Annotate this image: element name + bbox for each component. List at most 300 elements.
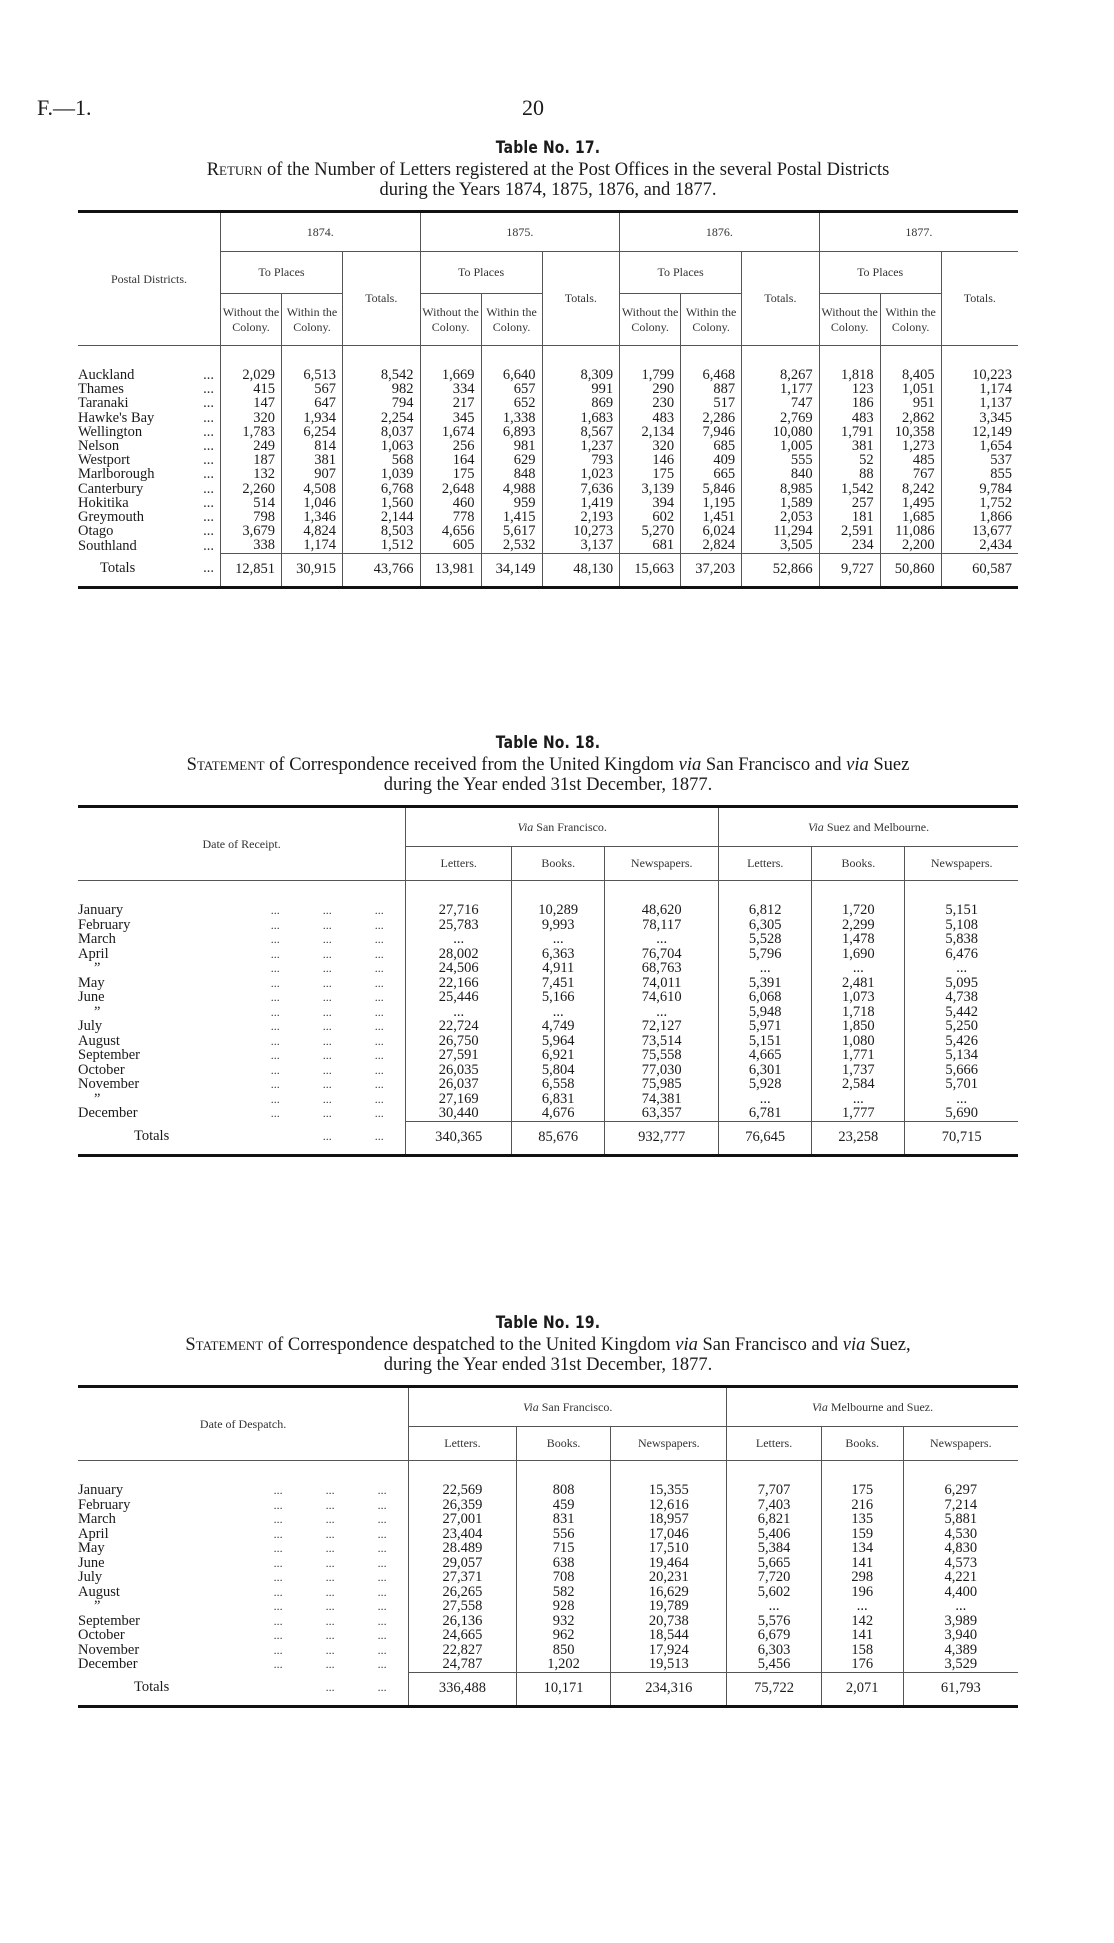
value-cell: 4,824 bbox=[282, 524, 343, 538]
caption-via: via bbox=[846, 755, 869, 775]
leader-dots: ... bbox=[377, 1628, 387, 1642]
value-cell: 132 bbox=[221, 467, 282, 481]
table-row bbox=[78, 368, 1018, 382]
value-cell: 48,620 bbox=[605, 903, 719, 918]
value-cell: 257 bbox=[819, 496, 880, 510]
district-label: Canterbury bbox=[78, 480, 144, 497]
date-label: August bbox=[78, 1583, 120, 1600]
value-cell: 4,530 bbox=[903, 1527, 1018, 1542]
value-cell: 2,299 bbox=[812, 918, 905, 933]
leader-dots: ... bbox=[203, 452, 214, 469]
leader-dots: ... bbox=[273, 1642, 283, 1657]
totals-text: Totals bbox=[100, 560, 136, 577]
leader-dots: ... bbox=[203, 537, 214, 554]
value-cell: 290 bbox=[620, 382, 681, 396]
page-reference: F.—1. bbox=[37, 95, 92, 120]
total-cell: 85,676 bbox=[512, 1121, 605, 1156]
value-cell: 8,309 bbox=[542, 368, 620, 382]
total-cell: 61,793 bbox=[903, 1672, 1018, 1707]
value-cell: 5,796 bbox=[719, 947, 812, 962]
total-cell: 23,258 bbox=[812, 1121, 905, 1156]
to-places-header: To Places bbox=[221, 252, 343, 294]
value-cell: 381 bbox=[282, 453, 343, 467]
spacer-cell bbox=[605, 881, 719, 904]
leader-dots: ... bbox=[374, 1048, 384, 1062]
value-cell: 74,011 bbox=[605, 976, 719, 991]
value-cell: 555 bbox=[742, 453, 820, 467]
value-cell: 808 bbox=[516, 1483, 611, 1498]
table-row bbox=[78, 482, 1018, 496]
column-header: Books. bbox=[821, 1427, 903, 1461]
date-label: May bbox=[78, 1540, 105, 1556]
leader-dots: ... bbox=[325, 1584, 335, 1599]
value-cell: ... bbox=[903, 1599, 1018, 1614]
value-cell: 6,812 bbox=[719, 903, 812, 918]
value-cell: 1,073 bbox=[812, 990, 905, 1005]
value-cell: ... bbox=[512, 932, 605, 947]
value-cell: 652 bbox=[481, 396, 542, 410]
value-cell: 27,591 bbox=[406, 1048, 512, 1063]
date-label: December bbox=[78, 1105, 138, 1122]
totals-header: Totals. bbox=[343, 252, 421, 346]
spacer-cell bbox=[78, 881, 406, 904]
leader-dots: ... bbox=[270, 1033, 280, 1048]
leader-dots: ... bbox=[374, 1129, 384, 1144]
date-label: September bbox=[78, 1612, 141, 1629]
value-cell: 11,294 bbox=[742, 524, 820, 538]
value-cell: 747 bbox=[742, 396, 820, 410]
value-cell: 794 bbox=[343, 396, 421, 410]
value-cell: ... bbox=[812, 961, 905, 976]
spacer-cell bbox=[542, 346, 620, 369]
value-cell: 7,946 bbox=[681, 425, 742, 439]
spacer-cell bbox=[719, 881, 812, 904]
table-row bbox=[78, 961, 1018, 976]
total-cell: 60,587 bbox=[941, 553, 1018, 587]
district-label: Taranaki bbox=[78, 395, 129, 412]
spacer-cell bbox=[681, 346, 742, 369]
value-cell: 256 bbox=[420, 439, 481, 453]
value-cell: 1,137 bbox=[941, 396, 1018, 410]
leader-dots: ... bbox=[325, 1497, 335, 1512]
district-label: Otago bbox=[78, 523, 114, 540]
leader-dots: ... bbox=[273, 1512, 283, 1526]
value-cell: 6,513 bbox=[282, 368, 343, 382]
column-header: Books. bbox=[812, 847, 905, 881]
date-label: October bbox=[78, 1627, 125, 1643]
value-cell: 158 bbox=[821, 1643, 903, 1658]
value-cell: 5,665 bbox=[727, 1556, 822, 1571]
table-row bbox=[78, 1048, 1018, 1063]
column-header: Newspapers. bbox=[905, 847, 1018, 881]
value-cell: 5,971 bbox=[719, 1019, 812, 1034]
leader-dots: ... bbox=[322, 1048, 332, 1062]
value-cell: 814 bbox=[282, 439, 343, 453]
value-cell: 869 bbox=[542, 396, 620, 410]
leader-dots: ... bbox=[374, 975, 384, 990]
value-cell: 5,108 bbox=[905, 918, 1018, 933]
table-row bbox=[78, 1063, 1018, 1078]
leader-dots: ... bbox=[273, 1599, 283, 1613]
spacer-cell bbox=[409, 1461, 517, 1484]
date-header: Date of Despatch. bbox=[78, 1387, 409, 1461]
value-cell: 22,569 bbox=[409, 1483, 517, 1498]
value-cell: 134 bbox=[821, 1541, 903, 1556]
to-places-header: To Places bbox=[420, 252, 542, 294]
route-name: San Francisco. bbox=[536, 819, 607, 834]
leader-dots: ... bbox=[322, 932, 332, 946]
value-cell: 3,345 bbox=[941, 411, 1018, 425]
leader-dots: ... bbox=[325, 1541, 335, 1555]
value-cell: 176 bbox=[821, 1657, 903, 1672]
value-cell: 7,403 bbox=[727, 1498, 822, 1513]
leader-dots: ... bbox=[322, 1004, 332, 1019]
year-header: 1874. bbox=[221, 212, 421, 252]
leader-dots: ... bbox=[374, 990, 384, 1004]
leader-dots: ... bbox=[377, 1541, 387, 1555]
leader-dots: ... bbox=[377, 1512, 387, 1526]
value-cell: 141 bbox=[821, 1628, 903, 1643]
value-cell: 2,260 bbox=[221, 482, 282, 496]
total-cell: 340,365 bbox=[406, 1121, 512, 1156]
table-row bbox=[78, 1614, 1018, 1629]
leader-dots: ... bbox=[273, 1497, 283, 1512]
total-cell: 52,866 bbox=[742, 553, 820, 587]
caption-text: Suez bbox=[868, 755, 910, 775]
value-cell: 647 bbox=[282, 396, 343, 410]
via-label: Via bbox=[522, 1399, 539, 1414]
value-cell: 19,513 bbox=[611, 1657, 727, 1672]
value-cell: 18,544 bbox=[611, 1628, 727, 1643]
table-row bbox=[78, 411, 1018, 425]
value-cell: 29,057 bbox=[409, 1556, 517, 1571]
value-cell: 26,136 bbox=[409, 1614, 517, 1629]
spacer-cell bbox=[620, 346, 681, 369]
value-cell: 394 bbox=[620, 496, 681, 510]
value-cell: 5,166 bbox=[512, 990, 605, 1005]
value-cell: 1,674 bbox=[420, 425, 481, 439]
table-row bbox=[78, 396, 1018, 410]
value-cell: 187 bbox=[221, 453, 282, 467]
value-cell: 4,830 bbox=[903, 1541, 1018, 1556]
total-cell: 9,727 bbox=[819, 553, 880, 587]
leader-dots: ... bbox=[374, 932, 384, 946]
table-row bbox=[78, 1005, 1018, 1020]
value-cell: 793 bbox=[542, 453, 620, 467]
totals-header: Totals. bbox=[941, 252, 1018, 346]
total-cell: 30,915 bbox=[282, 553, 343, 587]
value-cell: 159 bbox=[821, 1527, 903, 1542]
table-19-section bbox=[78, 1313, 1018, 1708]
leader-dots: ... bbox=[273, 1541, 283, 1555]
value-cell: 6,297 bbox=[903, 1483, 1018, 1498]
total-cell: 336,488 bbox=[409, 1672, 517, 1707]
value-cell: 27,371 bbox=[409, 1570, 517, 1585]
value-cell: 2,862 bbox=[880, 411, 941, 425]
leader-dots: ... bbox=[377, 1599, 387, 1613]
value-cell: 9,993 bbox=[512, 918, 605, 933]
value-cell: 7,214 bbox=[903, 1498, 1018, 1513]
leader-dots: ... bbox=[325, 1555, 335, 1570]
value-cell: 25,446 bbox=[406, 990, 512, 1005]
header-row bbox=[78, 1387, 1018, 1427]
value-cell: 2,286 bbox=[681, 411, 742, 425]
value-cell: 8,542 bbox=[343, 368, 421, 382]
value-cell: 1,023 bbox=[542, 467, 620, 481]
leader-dots: ... bbox=[270, 1077, 280, 1091]
value-cell: 13,677 bbox=[941, 524, 1018, 538]
leader-dots: ... bbox=[270, 961, 280, 975]
caption-text: of the Number of Letters registered at the Post Offices in the several Postal Districts bbox=[262, 160, 890, 180]
value-cell: 582 bbox=[516, 1585, 611, 1600]
value-cell: 8,985 bbox=[742, 482, 820, 496]
value-cell: 2,193 bbox=[542, 510, 620, 524]
value-cell: 2,029 bbox=[221, 368, 282, 382]
totals-header: Totals. bbox=[742, 252, 820, 346]
value-cell: 27,716 bbox=[406, 903, 512, 918]
value-cell: 6,301 bbox=[719, 1063, 812, 1078]
value-cell: 567 bbox=[282, 382, 343, 396]
value-cell: 3,679 bbox=[221, 524, 282, 538]
leader-dots: ... bbox=[377, 1555, 387, 1570]
district-name bbox=[78, 411, 221, 425]
table-row bbox=[78, 425, 1018, 439]
value-cell: 5,602 bbox=[727, 1585, 822, 1600]
total-cell: 50,860 bbox=[880, 553, 941, 587]
district-name bbox=[78, 382, 221, 396]
date-label: March bbox=[78, 1511, 116, 1527]
table-row bbox=[78, 538, 1018, 553]
table-row bbox=[78, 1092, 1018, 1107]
value-cell: 5,095 bbox=[905, 976, 1018, 991]
value-cell: 75,985 bbox=[605, 1077, 719, 1092]
leader-dots: ... bbox=[322, 975, 332, 990]
leader-dots: ... bbox=[322, 1077, 332, 1091]
spacer-cell bbox=[512, 881, 605, 904]
value-cell: 5,666 bbox=[905, 1063, 1018, 1078]
value-cell: 932 bbox=[516, 1614, 611, 1629]
value-cell: 1,669 bbox=[420, 368, 481, 382]
value-cell: 568 bbox=[343, 453, 421, 467]
value-cell: 483 bbox=[620, 411, 681, 425]
value-cell: 19,789 bbox=[611, 1599, 727, 1614]
caption-lead: Statement bbox=[186, 755, 265, 775]
value-cell: 26,359 bbox=[409, 1498, 517, 1513]
leader-dots: ... bbox=[325, 1642, 335, 1657]
leader-dots: ... bbox=[374, 1106, 384, 1121]
route-name: San Francisco. bbox=[541, 1399, 613, 1414]
total-cell: 70,715 bbox=[905, 1121, 1018, 1156]
leader-dots: ... bbox=[322, 1091, 332, 1106]
value-cell: 7,720 bbox=[727, 1570, 822, 1585]
value-cell: 381 bbox=[819, 439, 880, 453]
value-cell: 6,468 bbox=[681, 368, 742, 382]
table-18-title: Table No. 18. bbox=[495, 733, 601, 753]
value-cell: 840 bbox=[742, 467, 820, 481]
column-header: Newspapers. bbox=[611, 1427, 727, 1461]
value-cell: 175 bbox=[821, 1483, 903, 1498]
leader-dots: ... bbox=[203, 395, 214, 412]
value-cell: ... bbox=[812, 1092, 905, 1107]
value-cell: 1,783 bbox=[221, 425, 282, 439]
value-cell: 25,783 bbox=[406, 918, 512, 933]
value-cell: 72,127 bbox=[605, 1019, 719, 1034]
value-cell: 1,063 bbox=[343, 439, 421, 453]
spacer-cell bbox=[420, 346, 481, 369]
date-label: November bbox=[78, 1076, 140, 1092]
total-cell: 2,071 bbox=[821, 1672, 903, 1707]
table-row bbox=[78, 496, 1018, 510]
value-cell: 708 bbox=[516, 1570, 611, 1585]
value-cell: 4,738 bbox=[905, 990, 1018, 1005]
total-cell: 75,722 bbox=[727, 1672, 822, 1707]
leader-dots: ... bbox=[273, 1570, 283, 1584]
totals-row bbox=[78, 1672, 1018, 1707]
value-cell: 4,221 bbox=[903, 1570, 1018, 1585]
value-cell: 5,250 bbox=[905, 1019, 1018, 1034]
route-group-header bbox=[719, 807, 1018, 847]
leader-dots: ... bbox=[325, 1599, 335, 1613]
value-cell: 4,389 bbox=[903, 1643, 1018, 1658]
value-cell: 15,355 bbox=[611, 1483, 727, 1498]
value-cell: 10,358 bbox=[880, 425, 941, 439]
value-cell: 20,231 bbox=[611, 1570, 727, 1585]
value-cell: ... bbox=[727, 1599, 822, 1614]
value-cell: 88 bbox=[819, 467, 880, 481]
value-cell: 5,406 bbox=[727, 1527, 822, 1542]
leader-dots: ... bbox=[203, 560, 214, 577]
leader-dots: ... bbox=[273, 1584, 283, 1599]
value-cell: 1,005 bbox=[742, 439, 820, 453]
spacer-cell bbox=[481, 346, 542, 369]
spacer-cell bbox=[249, 1121, 301, 1156]
leader-dots: ... bbox=[325, 1526, 335, 1541]
value-cell: 230 bbox=[620, 396, 681, 410]
spacer-cell bbox=[78, 1461, 409, 1484]
caption-lead: Statement bbox=[185, 1335, 264, 1355]
leader-dots: ... bbox=[203, 438, 214, 455]
value-cell: 3,137 bbox=[542, 538, 620, 553]
value-cell: ... bbox=[406, 932, 512, 947]
value-cell: 24,665 bbox=[409, 1628, 517, 1643]
via-label: Via bbox=[808, 819, 824, 834]
caption-line2: during the Years 1874, 1875, 1876, and 1877. bbox=[379, 180, 717, 200]
district-name bbox=[78, 396, 221, 410]
leader-dots: ... bbox=[322, 1106, 332, 1121]
date-label: ” bbox=[94, 1090, 101, 1107]
value-cell: 10,289 bbox=[512, 903, 605, 918]
value-cell: 334 bbox=[420, 382, 481, 396]
spacer-cell bbox=[343, 346, 421, 369]
value-cell: 778 bbox=[420, 510, 481, 524]
value-cell: 1,866 bbox=[941, 510, 1018, 524]
table-row bbox=[78, 976, 1018, 991]
value-cell: 6,821 bbox=[727, 1512, 822, 1527]
value-cell: 6,558 bbox=[512, 1077, 605, 1092]
table-head bbox=[78, 807, 1018, 881]
value-cell: 338 bbox=[221, 538, 282, 553]
caption-text: Suez, bbox=[865, 1335, 911, 1355]
value-cell: 6,640 bbox=[481, 368, 542, 382]
value-cell: 141 bbox=[821, 1556, 903, 1571]
table-row bbox=[78, 439, 1018, 453]
value-cell: 234 bbox=[819, 538, 880, 553]
value-cell: 1,346 bbox=[282, 510, 343, 524]
value-cell: 638 bbox=[516, 1556, 611, 1571]
value-cell: 517 bbox=[681, 396, 742, 410]
leader-dots: ... bbox=[325, 1657, 335, 1672]
value-cell: 5,134 bbox=[905, 1048, 1018, 1063]
district-label: Thames bbox=[78, 381, 124, 398]
leader-dots: ... bbox=[273, 1613, 283, 1628]
value-cell: 75,558 bbox=[605, 1048, 719, 1063]
leader-dots: ... bbox=[203, 381, 214, 398]
spacer-cell bbox=[221, 346, 282, 369]
leader-dots: ... bbox=[203, 509, 214, 526]
table-19 bbox=[78, 1385, 1018, 1708]
value-cell: 8,242 bbox=[880, 482, 941, 496]
value-cell: 5,846 bbox=[681, 482, 742, 496]
value-cell: 27,001 bbox=[409, 1512, 517, 1527]
table-row bbox=[78, 1541, 1018, 1556]
value-cell: 514 bbox=[221, 496, 282, 510]
leader-dots: ... bbox=[270, 946, 280, 961]
leader-dots: ... bbox=[377, 1657, 387, 1672]
value-cell: 1,799 bbox=[620, 368, 681, 382]
value-cell: 249 bbox=[221, 439, 282, 453]
value-cell: ... bbox=[905, 961, 1018, 976]
value-cell: ... bbox=[605, 1005, 719, 1020]
leader-dots: ... bbox=[270, 1091, 280, 1106]
leader-dots: ... bbox=[270, 975, 280, 990]
caption-text: San Francisco and bbox=[701, 755, 847, 775]
value-cell: 605 bbox=[420, 538, 481, 553]
value-cell: 20,738 bbox=[611, 1614, 727, 1629]
postal-districts-header: Postal Districts. bbox=[78, 212, 221, 346]
table-row bbox=[78, 1628, 1018, 1643]
value-cell: 1,560 bbox=[343, 496, 421, 510]
leader-dots: ... bbox=[322, 990, 332, 1004]
table-row bbox=[78, 990, 1018, 1005]
leader-dots: ... bbox=[377, 1570, 387, 1584]
total-cell: 15,663 bbox=[620, 553, 681, 587]
value-cell: 10,273 bbox=[542, 524, 620, 538]
table-19-caption bbox=[78, 1335, 1018, 1375]
value-cell: 26,037 bbox=[406, 1077, 512, 1092]
value-cell: 4,749 bbox=[512, 1019, 605, 1034]
value-cell: 5,456 bbox=[727, 1657, 822, 1672]
value-cell: 24,787 bbox=[409, 1657, 517, 1672]
leader-dots: ... bbox=[270, 1019, 280, 1033]
value-cell: 2,053 bbox=[742, 510, 820, 524]
value-cell: 4,988 bbox=[481, 482, 542, 496]
value-cell: 1,174 bbox=[941, 382, 1018, 396]
totals-row bbox=[78, 1121, 1018, 1156]
value-cell: 602 bbox=[620, 510, 681, 524]
table-row bbox=[78, 947, 1018, 962]
leader-dots: ... bbox=[322, 1129, 332, 1144]
value-cell: 3,940 bbox=[903, 1628, 1018, 1643]
value-cell: 2,144 bbox=[343, 510, 421, 524]
value-cell: 5,151 bbox=[719, 1034, 812, 1049]
value-cell: 146 bbox=[620, 453, 681, 467]
value-cell: 5,442 bbox=[905, 1005, 1018, 1020]
value-cell: 2,591 bbox=[819, 524, 880, 538]
value-cell: 22,827 bbox=[409, 1643, 517, 1658]
table-row bbox=[78, 1556, 1018, 1571]
totals-label: Totals bbox=[134, 1128, 170, 1145]
without-colony-header: Without the Colony. bbox=[620, 294, 681, 346]
